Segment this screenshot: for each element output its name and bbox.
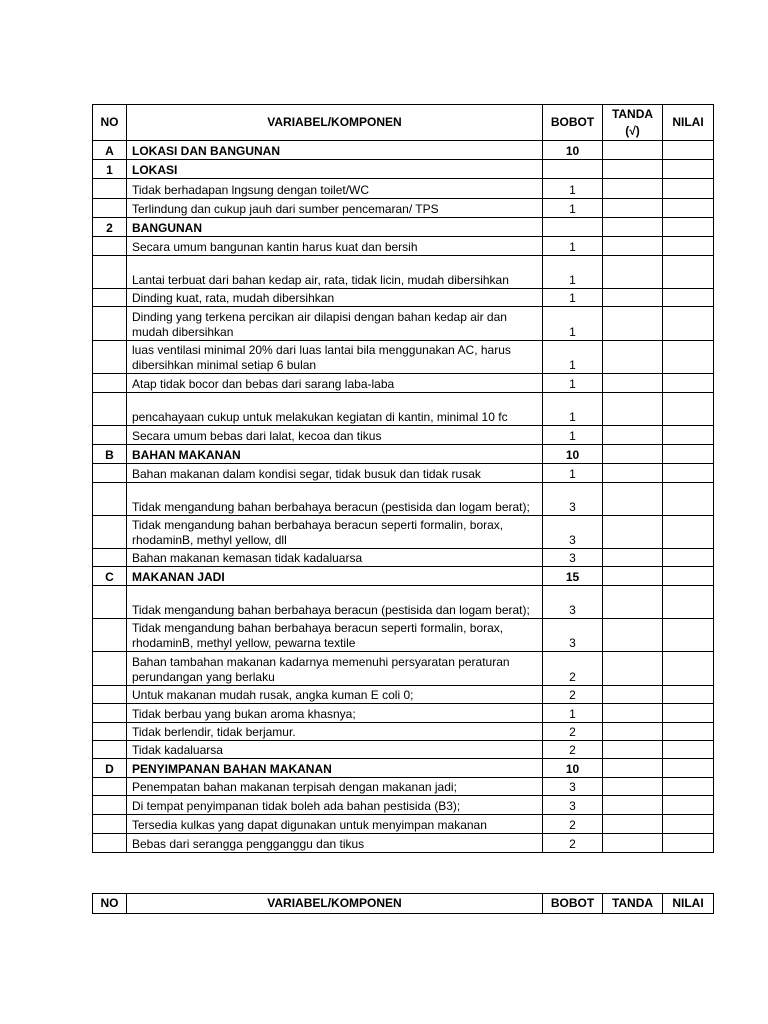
cell-no: C: [93, 567, 127, 586]
cell-nilai: [663, 237, 714, 256]
cell-nilai: [663, 289, 714, 307]
cell-bobot: [543, 160, 603, 179]
cell-nilai: [663, 778, 714, 796]
cell-variabel: MAKANAN JADI: [127, 567, 543, 586]
cell-variabel: Tidak mengandung bahan berbahaya beracun (pestisida dan logam berat);: [127, 586, 543, 619]
cell-nilai: [663, 741, 714, 759]
cell-variabel: Dinding yang terkena percikan air dilapisi dengan bahan kedap air dan mudah dibersihkan: [127, 307, 543, 341]
cell-nilai: [663, 567, 714, 586]
cell-nilai: [663, 179, 714, 199]
table-row: [93, 686, 714, 704]
cell-no: [93, 199, 127, 218]
header-bobot: BOBOT: [543, 894, 603, 914]
cell-nilai: [663, 549, 714, 567]
cell-bobot: 1: [543, 426, 603, 445]
table-row: [93, 374, 714, 393]
table-row: [93, 199, 714, 218]
cell-tanda: [603, 307, 663, 341]
table-row: [93, 796, 714, 815]
cell-variabel: Lantai terbuat dari bahan kedap air, rata, tidak licin, mudah dibersihkan: [127, 256, 543, 289]
cell-nilai: [663, 141, 714, 160]
cell-no: A: [93, 141, 127, 160]
cell-bobot: 1: [543, 256, 603, 289]
cell-nilai: [663, 160, 714, 179]
cell-tanda: [603, 778, 663, 796]
cell-tanda: [603, 516, 663, 549]
cell-nilai: [663, 704, 714, 723]
cell-bobot: 3: [543, 778, 603, 796]
cell-no: [93, 374, 127, 393]
cell-tanda: [603, 179, 663, 199]
cell-no: [93, 483, 127, 516]
cell-bobot: 3: [543, 796, 603, 815]
cell-nilai: [663, 426, 714, 445]
cell-bobot: 1: [543, 374, 603, 393]
cell-nilai: [663, 464, 714, 483]
cell-tanda: [603, 393, 663, 426]
table-row: [93, 516, 714, 549]
header-variabel: VARIABEL/KOMPONEN: [127, 894, 543, 914]
cell-tanda: [603, 483, 663, 516]
cell-bobot: 1: [543, 704, 603, 723]
table-row: [93, 483, 714, 516]
table-row: [93, 834, 714, 853]
cell-tanda: [603, 704, 663, 723]
table-row: [93, 741, 714, 759]
cell-nilai: [663, 723, 714, 741]
cell-nilai: [663, 686, 714, 704]
cell-bobot: 2: [543, 686, 603, 704]
cell-variabel: LOKASI: [127, 160, 543, 179]
cell-tanda: [603, 445, 663, 464]
cell-bobot: 1: [543, 179, 603, 199]
cell-nilai: [663, 586, 714, 619]
table-row: [93, 723, 714, 741]
cell-no: D: [93, 759, 127, 778]
cell-variabel: Tidak mengandung bahan berbahaya beracun (pestisida dan logam berat);: [127, 483, 543, 516]
cell-bobot: 2: [543, 834, 603, 853]
cell-bobot: 3: [543, 549, 603, 567]
cell-tanda: [603, 141, 663, 160]
cell-no: [93, 652, 127, 686]
header-row: [93, 105, 714, 141]
cell-no: [93, 516, 127, 549]
cell-variabel: Tidak berhadapan lngsung dengan toilet/WC: [127, 179, 543, 199]
cell-variabel: Atap tidak bocor dan bebas dari sarang laba-laba: [127, 374, 543, 393]
cell-variabel: Tersedia kulkas yang dapat digunakan untuk menyimpan makanan: [127, 815, 543, 834]
cell-nilai: [663, 483, 714, 516]
table-row: [93, 307, 714, 341]
cell-bobot: 10: [543, 445, 603, 464]
cell-no: [93, 426, 127, 445]
cell-bobot: 2: [543, 723, 603, 741]
cell-no: [93, 704, 127, 723]
cell-tanda: [603, 796, 663, 815]
cell-tanda: [603, 256, 663, 289]
cell-no: [93, 289, 127, 307]
table-row: [93, 289, 714, 307]
table-row: [93, 445, 714, 464]
cell-tanda: [603, 160, 663, 179]
table-row: [93, 652, 714, 686]
cell-no: 2: [93, 218, 127, 237]
header-row: [93, 894, 714, 914]
cell-tanda: [603, 549, 663, 567]
cell-no: [93, 741, 127, 759]
table-row: [93, 237, 714, 256]
cell-bobot: 3: [543, 586, 603, 619]
cell-tanda: [603, 426, 663, 445]
cell-bobot: 1: [543, 199, 603, 218]
table-row: [93, 426, 714, 445]
cell-nilai: [663, 834, 714, 853]
cell-nilai: [663, 445, 714, 464]
cell-no: [93, 256, 127, 289]
table-row: [93, 218, 714, 237]
cell-variabel: BAHAN MAKANAN: [127, 445, 543, 464]
header-no: NO: [93, 894, 127, 914]
cell-tanda: [603, 567, 663, 586]
cell-tanda: [603, 341, 663, 374]
cell-bobot: 1: [543, 307, 603, 341]
table-row: [93, 567, 714, 586]
cell-nilai: [663, 815, 714, 834]
cell-no: [93, 341, 127, 374]
cell-nilai: [663, 516, 714, 549]
cell-no: [93, 619, 127, 652]
cell-variabel: PENYIMPANAN BAHAN MAKANAN: [127, 759, 543, 778]
cell-nilai: [663, 796, 714, 815]
cell-nilai: [663, 759, 714, 778]
cell-variabel: Bahan makanan kemasan tidak kadaluarsa: [127, 549, 543, 567]
cell-variabel: Secara umum bangunan kantin harus kuat dan bersih: [127, 237, 543, 256]
cell-variabel: Penempatan bahan makanan terpisah dengan makanan jadi;: [127, 778, 543, 796]
cell-variabel: Terlindung dan cukup jauh dari sumber pencemaran/ TPS: [127, 199, 543, 218]
cell-variabel: pencahayaan cukup untuk melakukan kegiatan di kantin, minimal 10 fc: [127, 393, 543, 426]
cell-tanda: [603, 586, 663, 619]
cell-no: [93, 307, 127, 341]
cell-tanda: [603, 464, 663, 483]
cell-tanda: [603, 619, 663, 652]
cell-bobot: 1: [543, 237, 603, 256]
cell-variabel: Bahan tambahan makanan kadarnya memenuhi persyaratan peraturan perundangan yang berlaku: [127, 652, 543, 686]
cell-variabel: Dinding kuat, rata, mudah dibersihkan: [127, 289, 543, 307]
assessment-table: [92, 104, 714, 853]
cell-no: [93, 723, 127, 741]
cell-tanda: [603, 686, 663, 704]
cell-no: [93, 237, 127, 256]
cell-bobot: 15: [543, 567, 603, 586]
table-row: [93, 759, 714, 778]
cell-variabel: LOKASI DAN BANGUNAN: [127, 141, 543, 160]
cell-tanda: [603, 289, 663, 307]
cell-no: [93, 549, 127, 567]
cell-bobot: 3: [543, 483, 603, 516]
cell-tanda: [603, 759, 663, 778]
cell-nilai: [663, 307, 714, 341]
cell-variabel: Secara umum bebas dari lalat, kecoa dan tikus: [127, 426, 543, 445]
cell-no: [93, 796, 127, 815]
cell-nilai: [663, 374, 714, 393]
cell-bobot: 3: [543, 619, 603, 652]
header-tanda: TANDA (√): [603, 105, 663, 141]
table-row: [93, 393, 714, 426]
cell-variabel: Tidak kadaluarsa: [127, 741, 543, 759]
cell-no: [93, 393, 127, 426]
cell-nilai: [663, 341, 714, 374]
cell-bobot: 2: [543, 741, 603, 759]
cell-no: [93, 464, 127, 483]
cell-variabel: Bahan makanan dalam kondisi segar, tidak busuk dan tidak rusak: [127, 464, 543, 483]
cell-tanda: [603, 652, 663, 686]
cell-no: [93, 586, 127, 619]
cell-no: [93, 686, 127, 704]
cell-tanda: [603, 218, 663, 237]
header-variabel: VARIABEL/KOMPONEN: [127, 105, 543, 141]
cell-bobot: 10: [543, 759, 603, 778]
cell-no: [93, 834, 127, 853]
table-body: [93, 141, 714, 853]
cell-bobot: 10: [543, 141, 603, 160]
table-row: [93, 256, 714, 289]
cell-no: B: [93, 445, 127, 464]
cell-nilai: [663, 393, 714, 426]
cell-nilai: [663, 218, 714, 237]
second-table-header: [92, 893, 714, 914]
cell-bobot: 2: [543, 652, 603, 686]
cell-tanda: [603, 199, 663, 218]
header-bobot: BOBOT: [543, 105, 603, 141]
cell-tanda: [603, 723, 663, 741]
cell-variabel: Tidak mengandung bahan berbahaya beracun seperti formalin, borax, rhodaminB, methyl yellow, dll: [127, 516, 543, 549]
header-nilai: NILAI: [663, 894, 714, 914]
cell-nilai: [663, 619, 714, 652]
header-nilai: NILAI: [663, 105, 714, 141]
cell-tanda: [603, 374, 663, 393]
cell-variabel: Tidak mengandung bahan berbahaya beracun seperti formalin, borax, rhodaminB, methyl yellow, pewarna textile: [127, 619, 543, 652]
header-tanda: TANDA: [603, 894, 663, 914]
table-row: [93, 704, 714, 723]
cell-bobot: 1: [543, 464, 603, 483]
cell-variabel: Di tempat penyimpanan tidak boleh ada bahan pestisida (B3);: [127, 796, 543, 815]
cell-no: 1: [93, 160, 127, 179]
table-row: [93, 778, 714, 796]
table-row: [93, 464, 714, 483]
cell-variabel: BANGUNAN: [127, 218, 543, 237]
table-row: [93, 179, 714, 199]
cell-bobot: 3: [543, 516, 603, 549]
table-row: [93, 141, 714, 160]
cell-bobot: 2: [543, 815, 603, 834]
table-row: [93, 815, 714, 834]
cell-tanda: [603, 815, 663, 834]
table-row: [93, 549, 714, 567]
table-row: [93, 160, 714, 179]
cell-bobot: 1: [543, 341, 603, 374]
table-row: [93, 586, 714, 619]
cell-tanda: [603, 834, 663, 853]
cell-no: [93, 778, 127, 796]
cell-no: [93, 815, 127, 834]
cell-bobot: 1: [543, 289, 603, 307]
cell-nilai: [663, 652, 714, 686]
cell-nilai: [663, 256, 714, 289]
cell-tanda: [603, 741, 663, 759]
cell-variabel: Untuk makanan mudah rusak, angka kuman E coli 0;: [127, 686, 543, 704]
cell-variabel: Tidak berlendir, tidak berjamur.: [127, 723, 543, 741]
table-row: [93, 341, 714, 374]
cell-variabel: luas ventilasi minimal 20% dari luas lantai bila menggunakan AC, harus dibersihkan minimal setiap 6 bulan: [127, 341, 543, 374]
table-row: [93, 619, 714, 652]
header-no: NO: [93, 105, 127, 141]
cell-tanda: [603, 237, 663, 256]
cell-no: [93, 179, 127, 199]
cell-bobot: [543, 218, 603, 237]
cell-variabel: Bebas dari serangga pengganggu dan tikus: [127, 834, 543, 853]
cell-bobot: 1: [543, 393, 603, 426]
cell-nilai: [663, 199, 714, 218]
cell-variabel: Tidak berbau yang bukan aroma khasnya;: [127, 704, 543, 723]
